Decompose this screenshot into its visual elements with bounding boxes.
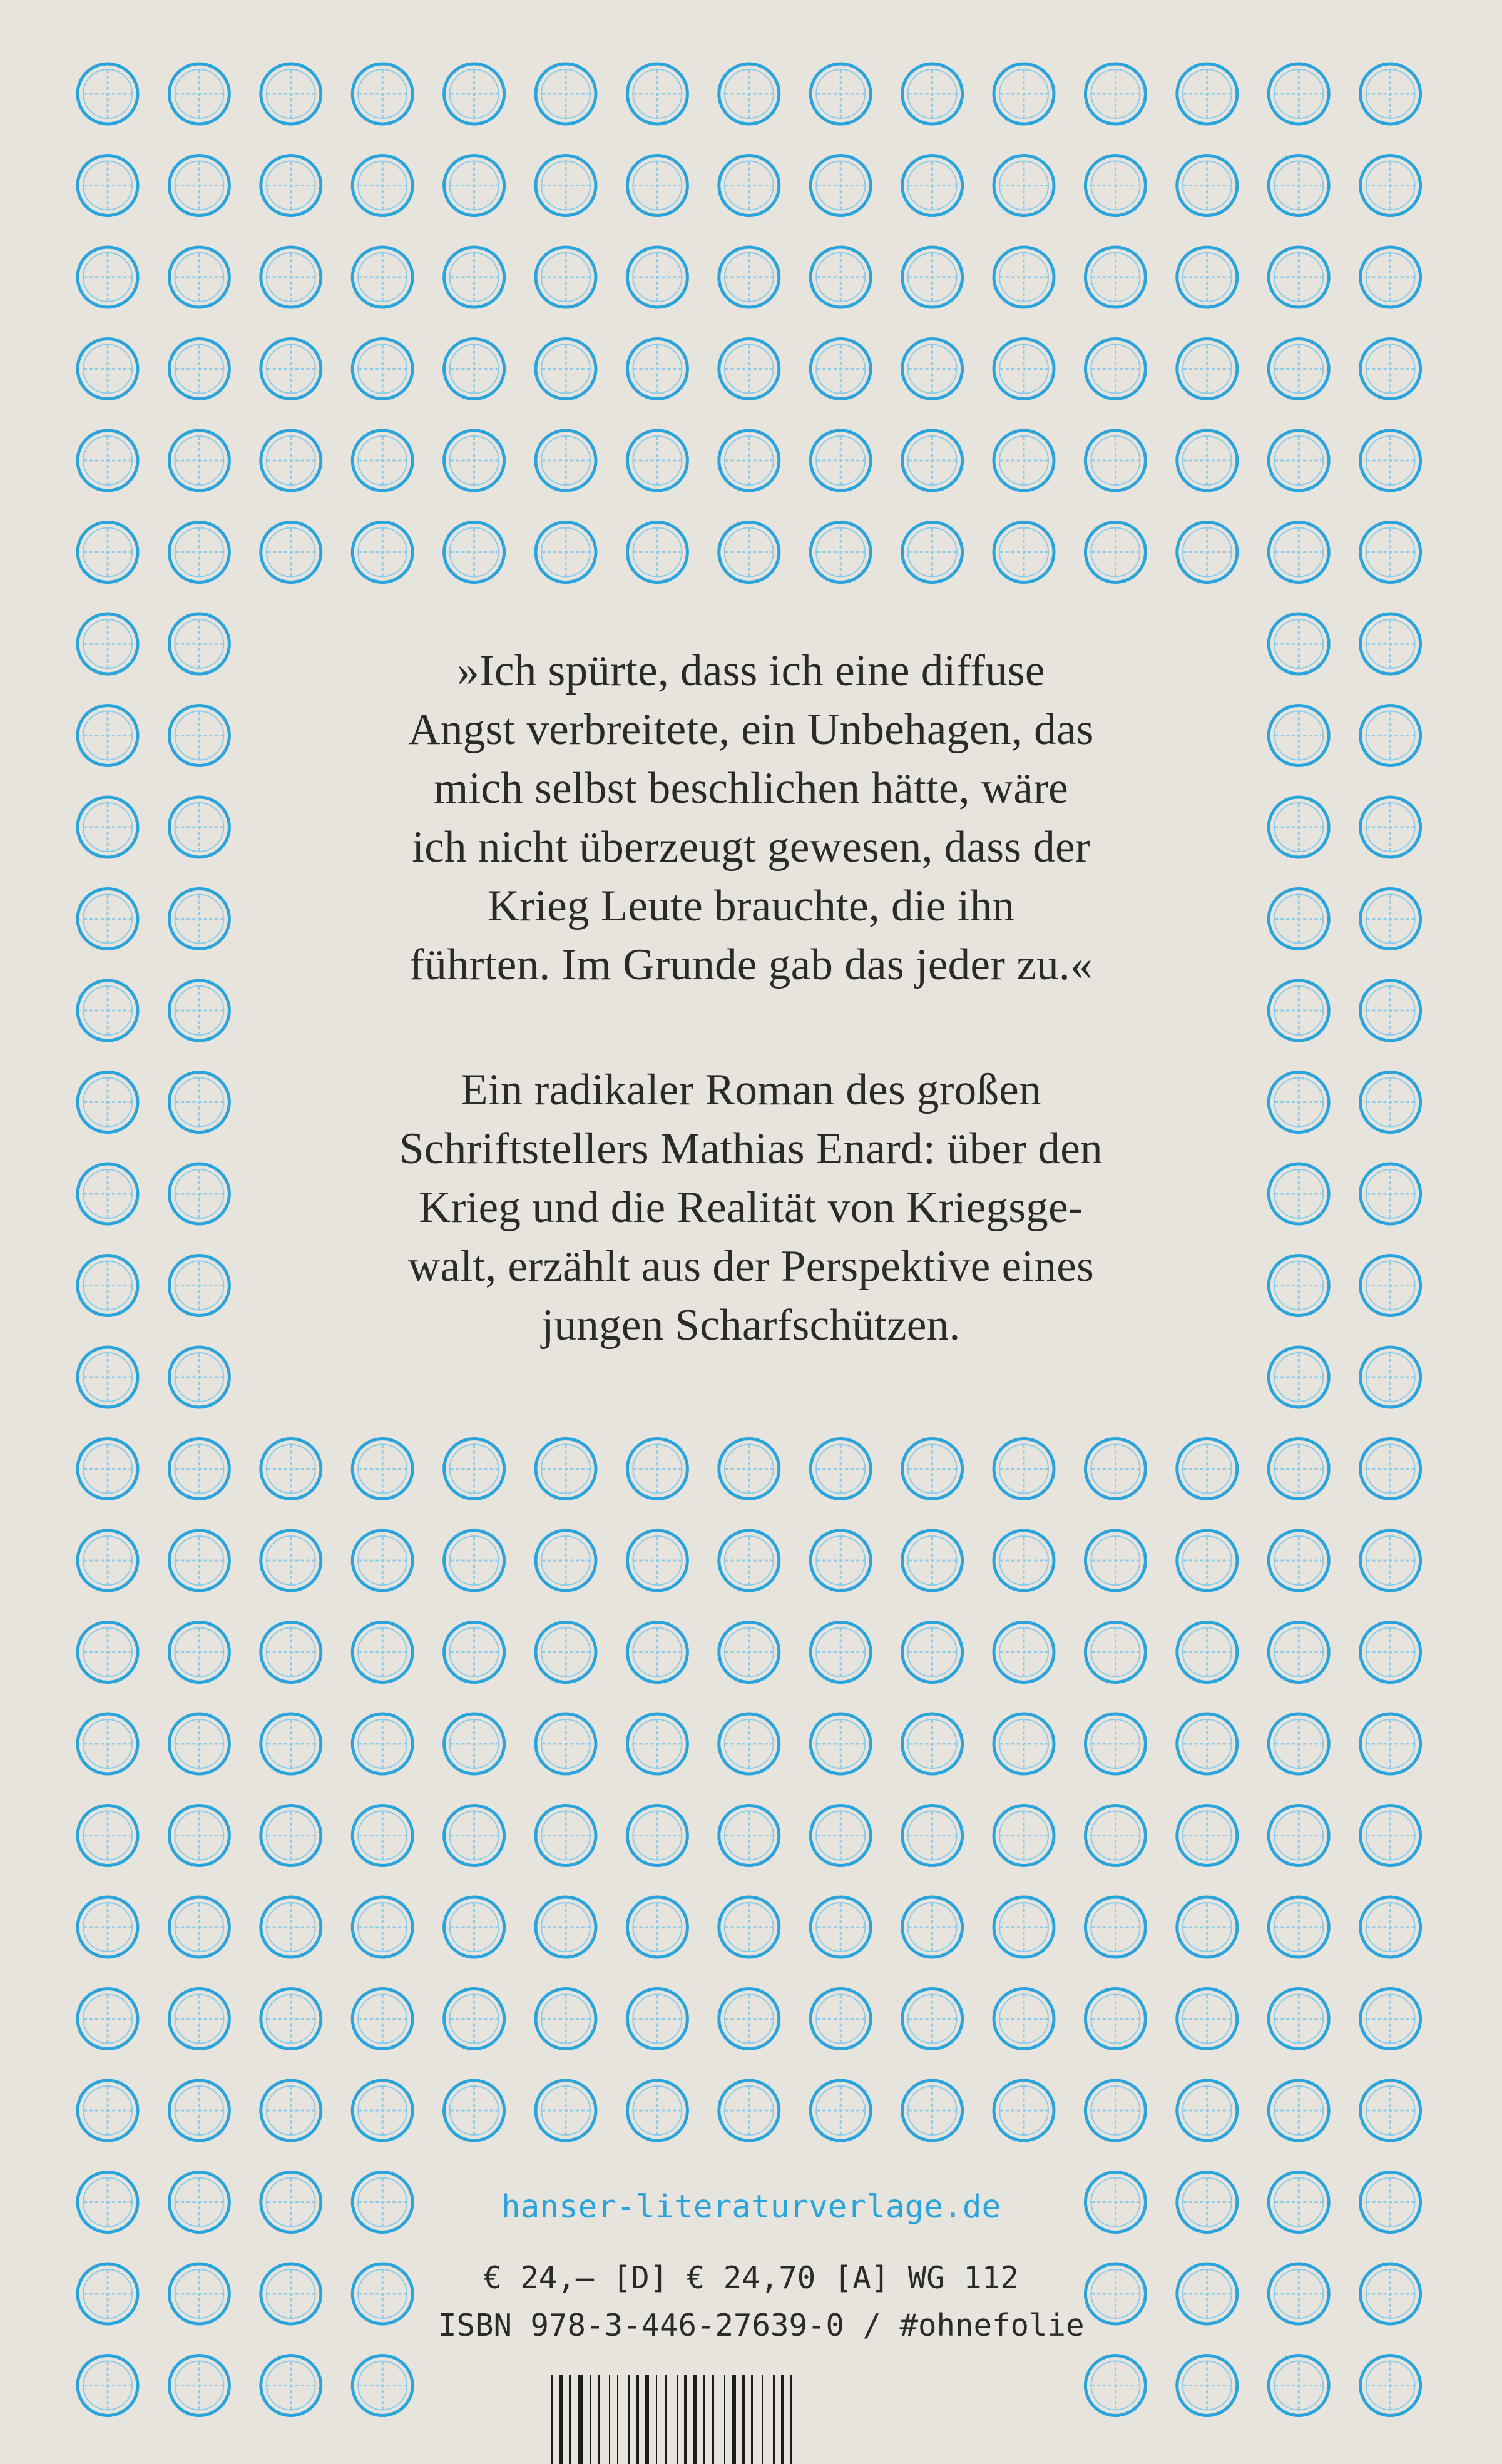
crosshair-reticle-icon bbox=[78, 1439, 138, 1499]
crosshair-reticle-icon bbox=[78, 247, 138, 307]
crosshair-reticle-icon bbox=[810, 64, 871, 124]
crosshair-reticle-icon bbox=[1269, 797, 1329, 857]
crosshair-reticle-icon bbox=[1361, 1989, 1421, 2049]
crosshair-reticle-icon bbox=[1085, 2356, 1145, 2416]
crosshair-reticle-icon bbox=[352, 430, 412, 491]
crosshair-reticle-icon bbox=[1361, 1256, 1421, 1316]
quote-line: mich selbst beschlichen hätte, wäre bbox=[434, 764, 1068, 813]
crosshair-reticle-icon bbox=[536, 1439, 596, 1499]
crosshair-reticle-icon bbox=[1085, 1439, 1145, 1499]
crosshair-reticle-icon bbox=[352, 1989, 412, 2049]
crosshair-reticle-icon bbox=[352, 522, 412, 583]
quote-line: Krieg Leute brauchte, die ihn bbox=[487, 882, 1015, 930]
crosshair-reticle-icon bbox=[1269, 706, 1329, 766]
crosshair-reticle-icon bbox=[536, 1714, 596, 1774]
crosshair-reticle-icon bbox=[444, 64, 504, 124]
crosshair-reticle-icon bbox=[1361, 1714, 1421, 1774]
crosshair-reticle-icon bbox=[1269, 980, 1329, 1041]
crosshair-reticle-icon bbox=[78, 614, 138, 674]
crosshair-reticle-icon bbox=[1361, 1072, 1421, 1133]
crosshair-reticle-icon bbox=[902, 430, 963, 491]
crosshair-reticle-icon bbox=[1269, 1439, 1329, 1499]
crosshair-reticle-icon bbox=[1177, 1989, 1237, 2049]
crosshair-reticle-icon bbox=[902, 1530, 963, 1591]
crosshair-reticle-icon bbox=[1085, 522, 1145, 583]
crosshair-reticle-icon bbox=[261, 1530, 321, 1591]
crosshair-reticle-icon bbox=[169, 1072, 229, 1133]
crosshair-reticle-icon bbox=[1177, 430, 1237, 491]
crosshair-reticle-icon bbox=[810, 430, 871, 491]
crosshair-reticle-icon bbox=[444, 522, 504, 583]
crosshair-reticle-icon bbox=[627, 522, 687, 583]
blurb-line: Ein radikaler Roman des großen bbox=[461, 1066, 1041, 1114]
crosshair-reticle-icon bbox=[1177, 522, 1237, 583]
crosshair-reticle-icon bbox=[1361, 1164, 1421, 1224]
crosshair-reticle-icon bbox=[719, 156, 779, 216]
crosshair-reticle-icon bbox=[536, 247, 596, 307]
crosshair-reticle-icon bbox=[352, 2264, 412, 2324]
crosshair-reticle-icon bbox=[1177, 2356, 1237, 2416]
quote-line: Angst verbreitete, ein Unbehagen, das bbox=[408, 705, 1094, 754]
crosshair-reticle-icon bbox=[261, 1439, 321, 1499]
crosshair-reticle-icon bbox=[994, 1622, 1054, 1683]
crosshair-reticle-icon bbox=[261, 522, 321, 583]
crosshair-reticle-icon bbox=[1269, 1256, 1329, 1316]
crosshair-reticle-icon bbox=[78, 2080, 138, 2141]
crosshair-reticle-icon bbox=[1269, 339, 1329, 399]
crosshair-reticle-icon bbox=[1085, 156, 1145, 216]
crosshair-reticle-icon bbox=[78, 1256, 138, 1316]
crosshair-reticle-icon bbox=[627, 1989, 687, 2049]
crosshair-reticle-icon bbox=[78, 156, 138, 216]
crosshair-reticle-icon bbox=[352, 247, 412, 307]
crosshair-reticle-icon bbox=[352, 1439, 412, 1499]
crosshair-reticle-icon bbox=[902, 1714, 963, 1774]
crosshair-reticle-icon bbox=[169, 1439, 229, 1499]
crosshair-reticle-icon bbox=[810, 1714, 871, 1774]
crosshair-reticle-icon bbox=[627, 2080, 687, 2141]
crosshair-reticle-icon bbox=[444, 247, 504, 307]
crosshair-reticle-icon bbox=[78, 2172, 138, 2232]
book-blurb bbox=[263, 1061, 1239, 1355]
crosshair-reticle-icon bbox=[627, 1897, 687, 1957]
crosshair-reticle-icon bbox=[1269, 1622, 1329, 1683]
crosshair-reticle-icon bbox=[627, 430, 687, 491]
crosshair-reticle-icon bbox=[261, 2172, 321, 2232]
quote-line: führten. Im Grunde gab das jeder zu.« bbox=[409, 940, 1093, 989]
crosshair-reticle-icon bbox=[352, 1806, 412, 1866]
crosshair-reticle-icon bbox=[1269, 1164, 1329, 1224]
crosshair-reticle-icon bbox=[719, 1439, 779, 1499]
crosshair-reticle-icon bbox=[78, 797, 138, 857]
crosshair-reticle-icon bbox=[902, 1439, 963, 1499]
crosshair-reticle-icon bbox=[536, 64, 596, 124]
crosshair-reticle-icon bbox=[444, 2080, 504, 2141]
crosshair-reticle-icon bbox=[1269, 1530, 1329, 1591]
crosshair-reticle-icon bbox=[78, 706, 138, 766]
crosshair-reticle-icon bbox=[352, 156, 412, 216]
crosshair-reticle-icon bbox=[536, 1622, 596, 1683]
crosshair-reticle-icon bbox=[719, 2080, 779, 2141]
crosshair-reticle-icon bbox=[444, 339, 504, 399]
crosshair-reticle-icon bbox=[1269, 522, 1329, 583]
crosshair-reticle-icon bbox=[994, 1897, 1054, 1957]
crosshair-reticle-icon bbox=[261, 1897, 321, 1957]
crosshair-reticle-icon bbox=[627, 1622, 687, 1683]
crosshair-reticle-icon bbox=[1269, 2080, 1329, 2141]
crosshair-reticle-icon bbox=[994, 2080, 1054, 2141]
blurb-line: jungen Scharfschützen. bbox=[541, 1301, 961, 1350]
crosshair-reticle-icon bbox=[261, 339, 321, 399]
crosshair-reticle-icon bbox=[627, 64, 687, 124]
crosshair-reticle-icon bbox=[78, 980, 138, 1041]
crosshair-reticle-icon bbox=[994, 1806, 1054, 1866]
crosshair-reticle-icon bbox=[78, 1897, 138, 1957]
crosshair-reticle-icon bbox=[169, 1530, 229, 1591]
crosshair-reticle-icon bbox=[1361, 2264, 1421, 2324]
crosshair-reticle-icon bbox=[994, 339, 1054, 399]
crosshair-reticle-icon bbox=[536, 156, 596, 216]
crosshair-reticle-icon bbox=[994, 1989, 1054, 2049]
crosshair-reticle-icon bbox=[1085, 64, 1145, 124]
crosshair-reticle-icon bbox=[261, 247, 321, 307]
crosshair-reticle-icon bbox=[78, 1347, 138, 1407]
crosshair-reticle-icon bbox=[994, 1714, 1054, 1774]
crosshair-reticle-icon bbox=[1361, 1897, 1421, 1957]
crosshair-reticle-icon bbox=[78, 64, 138, 124]
crosshair-reticle-icon bbox=[536, 1530, 596, 1591]
crosshair-reticle-icon bbox=[994, 156, 1054, 216]
crosshair-reticle-icon bbox=[78, 339, 138, 399]
crosshair-reticle-icon bbox=[352, 64, 412, 124]
crosshair-reticle-icon bbox=[1269, 1072, 1329, 1133]
crosshair-reticle-icon bbox=[444, 1622, 504, 1683]
crosshair-reticle-icon bbox=[169, 1989, 229, 2049]
back-cover-quote bbox=[263, 641, 1239, 994]
crosshair-reticle-icon bbox=[1269, 156, 1329, 216]
crosshair-reticle-icon bbox=[627, 1714, 687, 1774]
crosshair-reticle-icon bbox=[902, 522, 963, 583]
crosshair-reticle-icon bbox=[810, 247, 871, 307]
crosshair-reticle-icon bbox=[1269, 1347, 1329, 1407]
crosshair-reticle-icon bbox=[719, 522, 779, 583]
crosshair-reticle-icon bbox=[1177, 339, 1237, 399]
crosshair-reticle-icon bbox=[169, 706, 229, 766]
crosshair-reticle-icon bbox=[1361, 156, 1421, 216]
crosshair-reticle-icon bbox=[1085, 1622, 1145, 1683]
crosshair-reticle-icon bbox=[627, 1439, 687, 1499]
crosshair-reticle-icon bbox=[169, 614, 229, 674]
crosshair-reticle-icon bbox=[1361, 2080, 1421, 2141]
crosshair-reticle-icon bbox=[810, 1806, 871, 1866]
crosshair-reticle-icon bbox=[78, 2356, 138, 2416]
crosshair-reticle-icon bbox=[169, 980, 229, 1041]
crosshair-reticle-icon bbox=[78, 430, 138, 491]
crosshair-reticle-icon bbox=[352, 1622, 412, 1683]
crosshair-reticle-icon bbox=[902, 1806, 963, 1866]
crosshair-reticle-icon bbox=[536, 2080, 596, 2141]
blurb-line: Schriftstellers Mathias Enard: über den bbox=[399, 1124, 1103, 1173]
crosshair-reticle-icon bbox=[902, 1989, 963, 2049]
quote-line: »Ich spürte, dass ich eine diffuse bbox=[457, 646, 1045, 695]
crosshair-reticle-icon bbox=[1361, 339, 1421, 399]
crosshair-reticle-icon bbox=[444, 1714, 504, 1774]
crosshair-reticle-icon bbox=[169, 1806, 229, 1866]
crosshair-reticle-icon bbox=[536, 1897, 596, 1957]
crosshair-reticle-icon bbox=[1361, 706, 1421, 766]
crosshair-reticle-icon bbox=[810, 339, 871, 399]
crosshair-reticle-icon bbox=[1085, 339, 1145, 399]
crosshair-reticle-icon bbox=[1361, 64, 1421, 124]
isbn-info: ISBN 978-3-446-27639-0 / #ohnefolie bbox=[438, 2308, 1085, 2343]
crosshair-reticle-icon bbox=[1085, 2172, 1145, 2232]
crosshair-reticle-icon bbox=[1361, 1439, 1421, 1499]
crosshair-reticle-icon bbox=[169, 64, 229, 124]
crosshair-reticle-icon bbox=[1085, 1806, 1145, 1866]
crosshair-reticle-icon bbox=[1085, 1897, 1145, 1957]
crosshair-reticle-icon bbox=[1177, 1897, 1237, 1957]
crosshair-reticle-icon bbox=[169, 1164, 229, 1224]
crosshair-reticle-icon bbox=[719, 1714, 779, 1774]
crosshair-reticle-icon bbox=[78, 889, 138, 949]
crosshair-reticle-icon bbox=[169, 2356, 229, 2416]
crosshair-reticle-icon bbox=[1361, 1622, 1421, 1683]
crosshair-reticle-icon bbox=[169, 889, 229, 949]
crosshair-reticle-icon bbox=[261, 2264, 321, 2324]
crosshair-reticle-icon bbox=[169, 430, 229, 491]
crosshair-reticle-icon bbox=[994, 1439, 1054, 1499]
crosshair-reticle-icon bbox=[1177, 247, 1237, 307]
crosshair-reticle-icon bbox=[994, 247, 1054, 307]
crosshair-reticle-icon bbox=[261, 430, 321, 491]
crosshair-reticle-icon bbox=[1177, 1439, 1237, 1499]
crosshair-reticle-icon bbox=[1269, 889, 1329, 949]
crosshair-reticle-icon bbox=[902, 339, 963, 399]
crosshair-reticle-icon bbox=[627, 156, 687, 216]
crosshair-reticle-icon bbox=[536, 1806, 596, 1866]
crosshair-reticle-icon bbox=[1085, 2264, 1145, 2324]
crosshair-reticle-icon bbox=[352, 339, 412, 399]
crosshair-reticle-icon bbox=[1361, 614, 1421, 674]
crosshair-reticle-icon bbox=[169, 1897, 229, 1957]
crosshair-reticle-icon bbox=[169, 797, 229, 857]
crosshair-reticle-icon bbox=[810, 2080, 871, 2141]
crosshair-reticle-icon bbox=[1177, 2264, 1237, 2324]
crosshair-reticle-icon bbox=[352, 1897, 412, 1957]
crosshair-reticle-icon bbox=[78, 522, 138, 583]
crosshair-reticle-icon bbox=[169, 247, 229, 307]
crosshair-reticle-icon bbox=[1085, 247, 1145, 307]
blurb-line: walt, erzählt aus der Perspektive eines bbox=[407, 1242, 1094, 1291]
crosshair-reticle-icon bbox=[1361, 1806, 1421, 1866]
crosshair-reticle-icon bbox=[902, 1897, 963, 1957]
crosshair-reticle-icon bbox=[1361, 430, 1421, 491]
crosshair-reticle-icon bbox=[169, 2264, 229, 2324]
crosshair-reticle-icon bbox=[1177, 2080, 1237, 2141]
crosshair-reticle-icon bbox=[627, 1806, 687, 1866]
crosshair-reticle-icon bbox=[444, 1530, 504, 1591]
crosshair-reticle-icon bbox=[444, 1897, 504, 1957]
crosshair-reticle-icon bbox=[444, 430, 504, 491]
crosshair-reticle-icon bbox=[1361, 797, 1421, 857]
crosshair-reticle-icon bbox=[719, 339, 779, 399]
crosshair-reticle-icon bbox=[536, 430, 596, 491]
crosshair-reticle-icon bbox=[1269, 614, 1329, 674]
crosshair-reticle-icon bbox=[78, 1530, 138, 1591]
quote-line: ich nicht überzeugt gewesen, dass der bbox=[412, 823, 1090, 872]
crosshair-reticle-icon bbox=[902, 64, 963, 124]
crosshair-reticle-icon bbox=[1269, 2172, 1329, 2232]
crosshair-reticle-icon bbox=[719, 430, 779, 491]
crosshair-reticle-icon bbox=[1361, 2356, 1421, 2416]
crosshair-reticle-icon bbox=[169, 2080, 229, 2141]
crosshair-reticle-icon bbox=[78, 1072, 138, 1133]
crosshair-reticle-icon bbox=[994, 1530, 1054, 1591]
crosshair-reticle-icon bbox=[627, 339, 687, 399]
price-info: € 24,– [D] € 24,70 [A] WG 112 bbox=[483, 2260, 1019, 2296]
crosshair-reticle-icon bbox=[1269, 247, 1329, 307]
crosshair-reticle-icon bbox=[994, 522, 1054, 583]
crosshair-reticle-icon bbox=[261, 1989, 321, 2049]
crosshair-reticle-icon bbox=[810, 156, 871, 216]
crosshair-reticle-icon bbox=[1177, 156, 1237, 216]
crosshair-reticle-icon bbox=[261, 156, 321, 216]
crosshair-reticle-icon bbox=[627, 247, 687, 307]
crosshair-reticle-icon bbox=[627, 1530, 687, 1591]
crosshair-reticle-icon bbox=[169, 1256, 229, 1316]
crosshair-reticle-icon bbox=[719, 1530, 779, 1591]
crosshair-reticle-icon bbox=[902, 2080, 963, 2141]
crosshair-reticle-icon bbox=[1177, 64, 1237, 124]
crosshair-reticle-icon bbox=[810, 1897, 871, 1957]
crosshair-reticle-icon bbox=[1361, 2172, 1421, 2232]
crosshair-reticle-icon bbox=[352, 1714, 412, 1774]
crosshair-reticle-icon bbox=[1269, 1989, 1329, 2049]
crosshair-reticle-icon bbox=[1361, 1530, 1421, 1591]
crosshair-reticle-icon bbox=[78, 2264, 138, 2324]
crosshair-reticle-icon bbox=[352, 2080, 412, 2141]
crosshair-reticle-icon bbox=[169, 1714, 229, 1774]
crosshair-reticle-icon bbox=[78, 1989, 138, 2049]
crosshair-reticle-icon bbox=[78, 1622, 138, 1683]
crosshair-reticle-icon bbox=[444, 1989, 504, 2049]
crosshair-reticle-icon bbox=[810, 522, 871, 583]
crosshair-reticle-icon bbox=[169, 522, 229, 583]
crosshair-reticle-icon bbox=[994, 430, 1054, 491]
crosshair-reticle-icon bbox=[1269, 1806, 1329, 1866]
crosshair-reticle-icon bbox=[1269, 430, 1329, 491]
crosshair-reticle-icon bbox=[444, 1806, 504, 1866]
crosshair-reticle-icon bbox=[352, 1530, 412, 1591]
blurb-line: Krieg und die Realität von Kriegsge- bbox=[419, 1183, 1083, 1232]
crosshair-reticle-icon bbox=[78, 1806, 138, 1866]
crosshair-reticle-icon bbox=[1361, 889, 1421, 949]
crosshair-reticle-icon bbox=[719, 1989, 779, 2049]
barcode-icon bbox=[551, 2375, 951, 2464]
crosshair-reticle-icon bbox=[78, 1714, 138, 1774]
crosshair-reticle-icon bbox=[444, 156, 504, 216]
crosshair-reticle-icon bbox=[719, 1897, 779, 1957]
crosshair-reticle-icon bbox=[1085, 1530, 1145, 1591]
crosshair-reticle-icon bbox=[169, 339, 229, 399]
crosshair-reticle-icon bbox=[1177, 1622, 1237, 1683]
crosshair-reticle-icon bbox=[719, 247, 779, 307]
crosshair-reticle-icon bbox=[169, 2172, 229, 2232]
crosshair-reticle-icon bbox=[1177, 1714, 1237, 1774]
crosshair-reticle-icon bbox=[352, 2172, 412, 2232]
crosshair-reticle-icon bbox=[719, 1622, 779, 1683]
crosshair-reticle-icon bbox=[902, 1622, 963, 1683]
crosshair-reticle-icon bbox=[810, 1530, 871, 1591]
crosshair-reticle-icon bbox=[536, 339, 596, 399]
crosshair-reticle-icon bbox=[536, 522, 596, 583]
crosshair-reticle-icon bbox=[810, 1439, 871, 1499]
crosshair-reticle-icon bbox=[719, 1806, 779, 1866]
crosshair-reticle-icon bbox=[902, 156, 963, 216]
crosshair-reticle-icon bbox=[810, 1989, 871, 2049]
crosshair-reticle-icon bbox=[1269, 64, 1329, 124]
crosshair-reticle-icon bbox=[536, 1989, 596, 2049]
crosshair-reticle-icon bbox=[719, 64, 779, 124]
crosshair-reticle-icon bbox=[1177, 2172, 1237, 2232]
crosshair-reticle-icon bbox=[1085, 2080, 1145, 2141]
crosshair-reticle-icon bbox=[1177, 1806, 1237, 1866]
crosshair-reticle-icon bbox=[169, 1347, 229, 1407]
publisher-url: hanser-literaturverlage.de bbox=[501, 2189, 1001, 2226]
crosshair-reticle-icon bbox=[1177, 1530, 1237, 1591]
crosshair-reticle-icon bbox=[1269, 2356, 1329, 2416]
crosshair-reticle-icon bbox=[169, 156, 229, 216]
crosshair-reticle-icon bbox=[1085, 430, 1145, 491]
crosshair-reticle-icon bbox=[994, 64, 1054, 124]
crosshair-reticle-icon bbox=[78, 1164, 138, 1224]
crosshair-reticle-icon bbox=[1361, 247, 1421, 307]
crosshair-reticle-icon bbox=[169, 1622, 229, 1683]
crosshair-reticle-icon bbox=[1269, 2264, 1329, 2324]
crosshair-reticle-icon bbox=[1269, 1714, 1329, 1774]
crosshair-reticle-icon bbox=[1361, 980, 1421, 1041]
crosshair-reticle-icon bbox=[902, 247, 963, 307]
crosshair-reticle-icon bbox=[261, 1622, 321, 1683]
crosshair-reticle-icon bbox=[1085, 1714, 1145, 1774]
crosshair-reticle-icon bbox=[261, 1806, 321, 1866]
crosshair-reticle-icon bbox=[1269, 1897, 1329, 1957]
crosshair-reticle-icon bbox=[261, 2356, 321, 2416]
crosshair-reticle-icon bbox=[444, 1439, 504, 1499]
crosshair-reticle-icon bbox=[1361, 522, 1421, 583]
crosshair-reticle-icon bbox=[1361, 1347, 1421, 1407]
crosshair-reticle-icon bbox=[261, 2080, 321, 2141]
crosshair-reticle-icon bbox=[261, 64, 321, 124]
crosshair-reticle-icon bbox=[1085, 1989, 1145, 2049]
crosshair-reticle-icon bbox=[810, 1622, 871, 1683]
crosshair-reticle-icon bbox=[352, 2356, 412, 2416]
crosshair-reticle-icon bbox=[261, 1714, 321, 1774]
